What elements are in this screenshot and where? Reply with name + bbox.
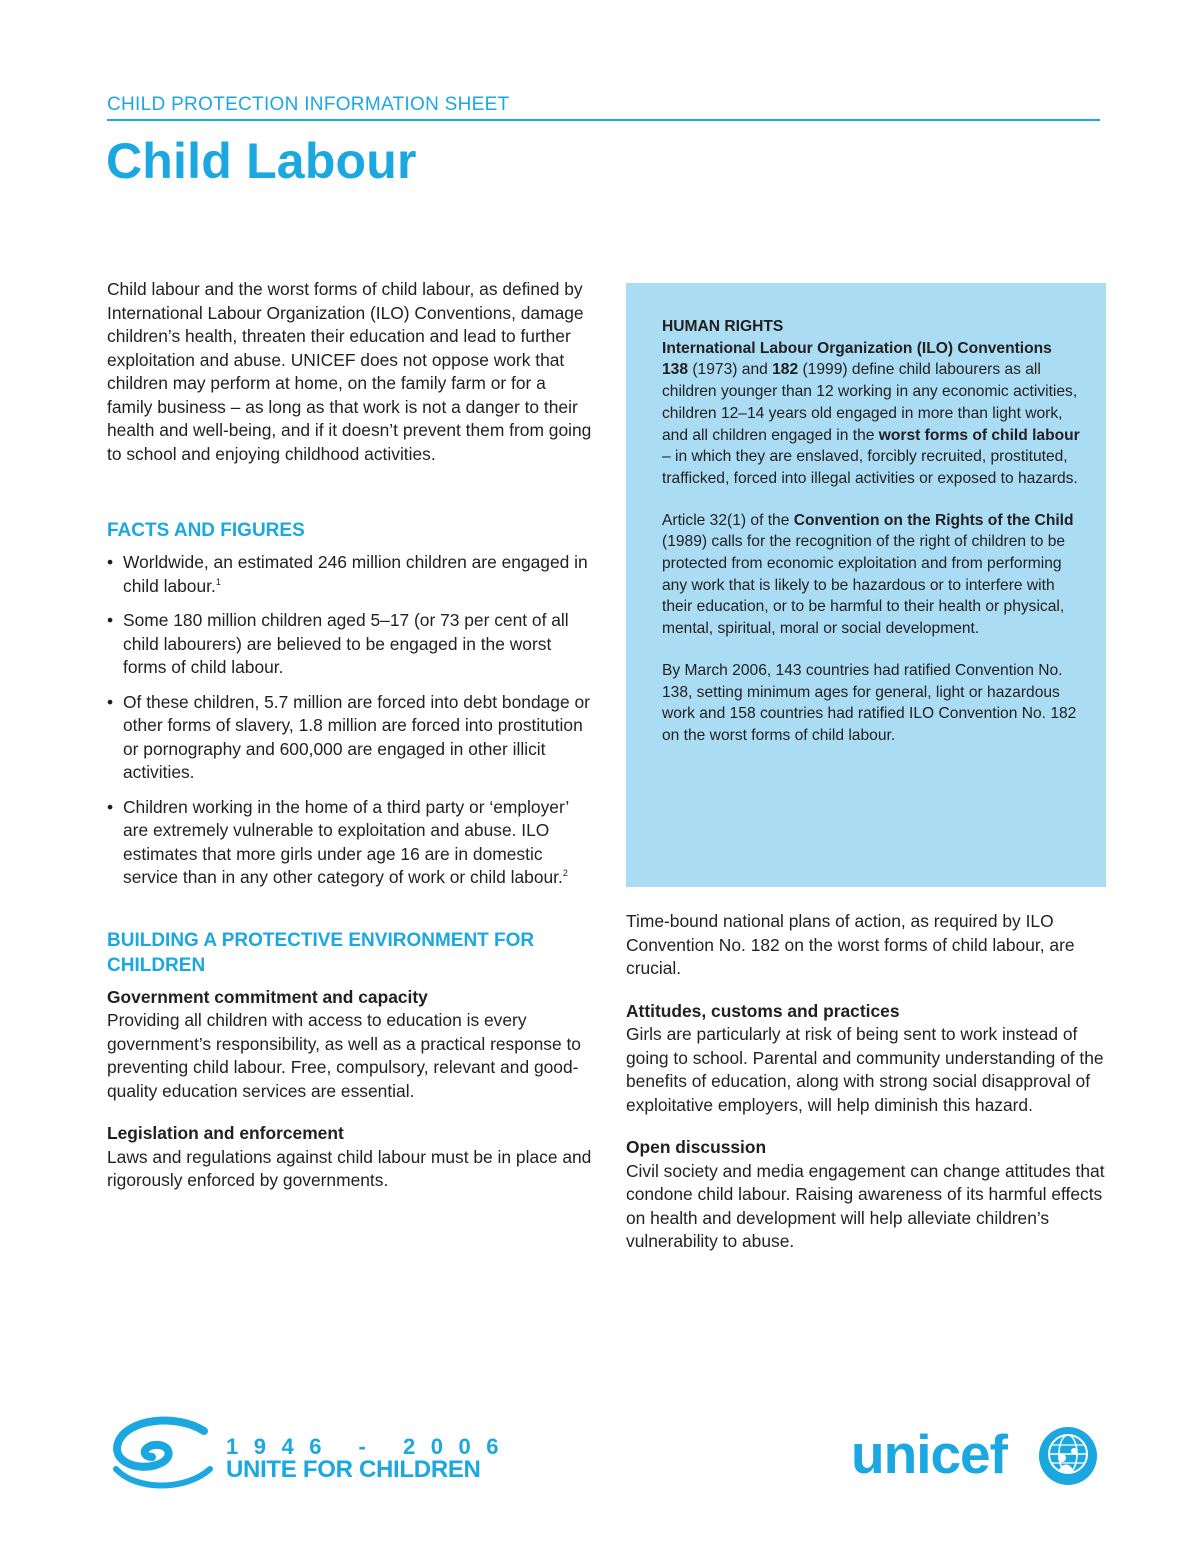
box-text: By March 2006, 143 countries had ratified Convention No. 138, setting minimum ages for general, light or hazardous work and 158 countries had ratified ILO Convention No. 182 on the worst forms of child labour.: [662, 661, 1077, 744]
facts-heading: FACTS AND FIGURES: [107, 520, 305, 541]
attitudes-section: [626, 1000, 1111, 1118]
attitudes-title: Attitudes, customs and practices: [626, 1000, 900, 1021]
fact-text: Of these children, 5.7 million are forced into debt bondage or other forms of slavery, 1.8 million are forced into prostitution or pornography and 600,000 are engaged in other illicit activities.: [123, 691, 590, 782]
legislation-text: Laws and regulations against child labour must be in place and rigorously enforced by governments.: [107, 1146, 592, 1190]
box-bold-text: worst forms of child labour: [878, 426, 1080, 444]
legislation-title: Legislation and enforcement: [107, 1123, 344, 1143]
header-rule: [107, 119, 1100, 121]
box-text: (1989) calls for the recognition of the right of children to be protected from economic exploitation and from performing any work that is likely to be hazardous or to interfere with their education, or to be harmful to their health or physical, mental, spiritual, moral or social development.: [662, 533, 1066, 638]
environment-heading: BUILDING A PROTECTIVE ENVIRONMENT FOR CHILDREN: [107, 929, 535, 976]
list-item: [107, 609, 592, 680]
plans-text: Time-bound national plans of action, as required by ILO Convention No. 182 on the worst forms of child labour, are crucial.: [626, 911, 1075, 978]
right-column: [626, 910, 1111, 1273]
bullet-icon: •: [107, 796, 114, 817]
box-text: (1973) and: [688, 361, 773, 379]
government-text: Providing all children with access to education is every government’s responsibility, as well as a practical response to preventing child labour. Free, compulsory, relevant and good-quality education services are essential.: [107, 1010, 581, 1101]
unicef-logo-text: unicef: [851, 1423, 1007, 1485]
fact-text: Children working in the home of a third party or ‘employer’ are extremely vulnerable to exploitation and abuse. ILO estimates that more girls under age 16 are in domestic service than in any other category of work or child labour.: [123, 796, 569, 887]
box-text: – in which they are enslaved, forcibly recruited, prostituted, trafficked, forced into illegal activities or exposed to hazards.: [662, 448, 1078, 487]
anniversary-years: 1946 - 2006: [226, 1434, 514, 1459]
unite-for-children-slogan: UNITE FOR CHILDREN: [226, 1456, 481, 1483]
human-rights-box: [626, 283, 1106, 887]
box-bold-text: Convention on the Rights of the Child: [793, 511, 1074, 529]
intro-paragraph: Child labour and the worst forms of child labour, as defined by International Labour Organization (ILO) Conventions, damage children’s health, threaten their education and lead to further exploitation and abuse. UNICEF does not oppose work that children may perform at home, on the family farm or for a family business – as long as that work is not a danger to their health and well-being, and if it doesn’t prevent them from going to school and enjoying childhood activities.: [107, 279, 592, 464]
box-bold-text: International Labour Organization (ILO) Conventions 138: [662, 339, 1052, 379]
discussion-text: Civil society and media engagement can change attitudes that condone child labour. Raising awareness of its harmful effects on health and development will help alleviate children’s vulnerability to abuse.: [626, 1160, 1105, 1251]
page-title: Child Labour: [106, 133, 417, 189]
bullet-icon: •: [107, 552, 114, 572]
box-text: Article 32(1) of the: [662, 511, 794, 529]
facts-list: [107, 551, 592, 890]
list-item: [107, 691, 592, 785]
bullet-icon: •: [107, 610, 114, 630]
box-bold-text: 182: [772, 361, 799, 379]
sheet-kicker: CHILD PROTECTION INFORMATION SHEET: [107, 94, 510, 115]
list-item: [107, 796, 592, 890]
footnote-ref: 1: [215, 576, 221, 587]
government-section: [107, 986, 592, 1104]
human-rights-content: [662, 316, 1080, 767]
fact-text: Some 180 million children aged 5–17 (or 73 per cent of all child labourers) are believed to be engaged in the worst forms of child labour.: [123, 610, 569, 677]
anniversary-logo-icon: [106, 1413, 216, 1493]
left-column: [107, 278, 592, 1212]
discussion-title: Open discussion: [626, 1137, 767, 1157]
legislation-section: [107, 1122, 592, 1193]
unicef-emblem-icon: [1036, 1424, 1100, 1488]
government-title: Government commitment and capacity: [107, 986, 428, 1007]
list-item: [107, 551, 592, 598]
box-text: (1999) define child labourers as all children younger than 12 working in any economic activities, children 12–14 years old engaged in more than light work, and all children engaged in the: [662, 361, 1078, 444]
discussion-section: [626, 1136, 1111, 1254]
attitudes-text: Girls are particularly at risk of being sent to work instead of going to school. Parental and community understanding of the benefits of education, along with strong social disapproval of exploitative employers, will help diminish this hazard.: [626, 1024, 1104, 1115]
footnote-ref: 2: [562, 868, 568, 879]
bullet-icon: •: [107, 691, 114, 712]
fact-text: Worldwide, an estimated 246 million children are engaged in child labour.: [123, 552, 588, 596]
box-heading: HUMAN RIGHTS: [662, 318, 784, 335]
